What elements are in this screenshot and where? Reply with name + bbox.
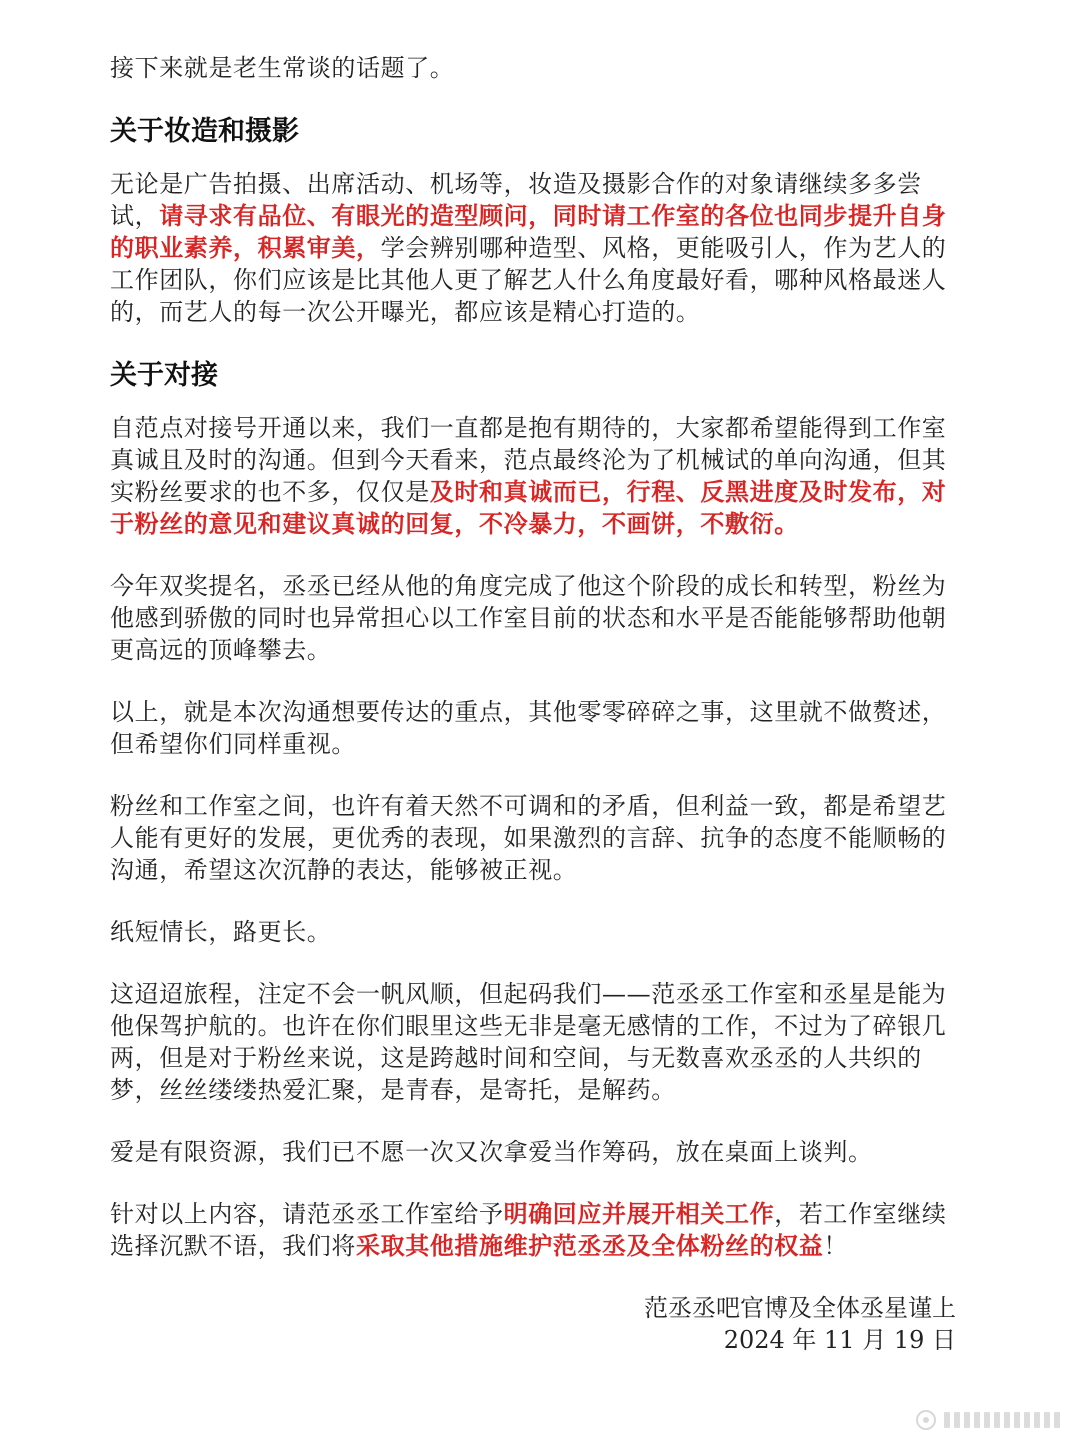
letter-body bbox=[110, 52, 956, 1356]
paragraph-love: 爱是有限资源，我们已不愿一次又次拿爱当作筹码，放在桌面上谈判。 bbox=[110, 1138, 873, 1166]
paragraph-nomination: 今年双奖提名，丞丞已经从他的角度完成了他这个阶段的成长和转型，粉丝为他感到骄傲的同时也异常担心以工作室目前的状态和水平是否能能够帮助他朝更高远的顶峰攀去。 bbox=[110, 572, 947, 664]
makeup-text-b: 学会辨别哪种造型、风格，更能吸引人，作为艺人的工作团队，你们应该是比其他人更了解艺人什么角度最好看，哪种风格最迷人的，而艺人的每一次公开曝光，都应该是精心打造的。 bbox=[110, 234, 947, 326]
closing-text-c: ！ bbox=[823, 1232, 849, 1260]
makeup-emphasis: 请寻求有品位、有眼光的造型顾问，同时请工作室的各位也同步提升自身的职业素养，积累审美， bbox=[110, 201, 947, 262]
makeup-text-a: 无论是广告拍摄、出席活动、机场等，妆造及摄影合作的对象请继续多多尝试， bbox=[110, 170, 922, 230]
closing-emphasis-1: 明确回应并展开相关工作 bbox=[503, 1199, 775, 1228]
section-heading-makeup: 关于妆造和摄影 bbox=[110, 116, 299, 147]
liaison-emphasis: 及时和真诚而已，行程、反黑进度及时发布，对于粉丝的意见和建议真诚的回复，不冷暴力，不画饼，不敷衍。 bbox=[110, 477, 947, 538]
closing-paragraph bbox=[110, 1198, 956, 1262]
paragraph-journey: 这迢迢旅程，注定不会一帆风顺，但起码我们——范丞丞工作室和丞星是能为他保驾护航的。也许在你们眼里这些无非是毫无感情的工作，不过为了碎银几两，但是对于粉丝来说，这是跨越时间和空间，与无数喜欢丞丞的人共织的梦，丝丝缕缕热爱汇聚，是青春，是寄托，是解药。 bbox=[110, 980, 947, 1104]
signature-date: 2024 年 11 月 19 日 bbox=[723, 1326, 956, 1354]
intro-paragraph: 接下来就是老生常谈的话题了。 bbox=[110, 54, 455, 82]
paragraph-short-letter: 纸短情长，路更长。 bbox=[110, 918, 332, 946]
signature-name: 范丞丞吧官博及全体丞星谨上 bbox=[644, 1294, 956, 1322]
watermark-logo-icon bbox=[912, 1406, 1072, 1434]
liaison-paragraph bbox=[110, 412, 956, 540]
closing-emphasis-2: 采取其他措施维护范丞丞及全体粉丝的权益 bbox=[356, 1231, 824, 1260]
liaison-text-a: 自范点对接号开通以来，我们一直都是抱有期待的，大家都希望能得到工作室真诚且及时的沟通。但到今天看来，范点最终沦为了机械试的单向沟通，但其实粉丝要求的也不多，仅仅是 bbox=[110, 414, 947, 506]
closing-text-b: ，若工作室继续选择沉默不语，我们将 bbox=[110, 1200, 947, 1260]
signature-block bbox=[110, 1292, 956, 1356]
makeup-paragraph bbox=[110, 168, 956, 328]
closing-text-a: 针对以上内容，请范丞丞工作室给予 bbox=[110, 1200, 504, 1228]
section-heading-liaison: 关于对接 bbox=[110, 360, 218, 391]
paragraph-conflict: 粉丝和工作室之间，也许有着天然不可调和的矛盾，但利益一致，都是希望艺人能有更好的发展，更优秀的表现，如果激烈的言辞、抗争的态度不能顺畅的沟通，希望这次沉静的表达，能够被正视。 bbox=[110, 792, 947, 884]
paragraph-summary: 以上，就是本次沟通想要传达的重点，其他零零碎碎之事，这里就不做赘述，但希望你们同样重视。 bbox=[110, 698, 947, 758]
